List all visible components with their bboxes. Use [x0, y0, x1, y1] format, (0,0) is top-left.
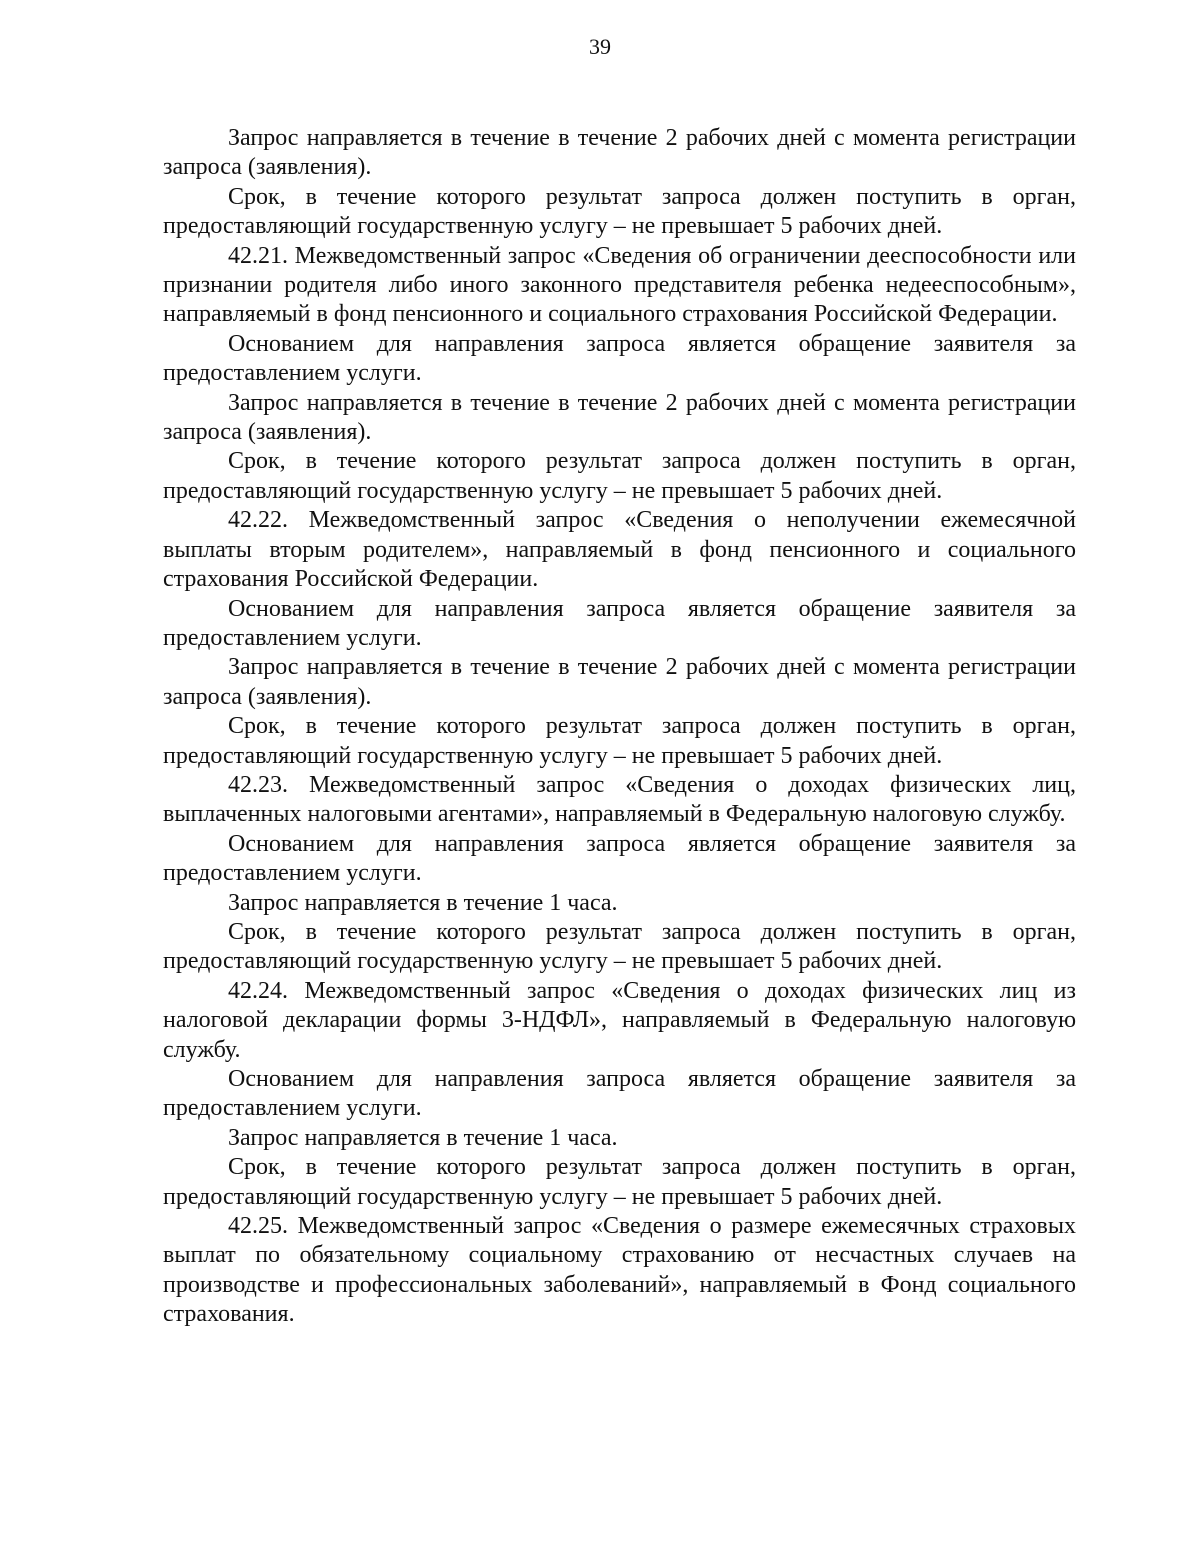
paragraph-item-42-22: 42.22. Межведомственный запрос «Сведения о неполучении ежемесячной выплаты вторым родителем», направляемый в фонд пенсионного и социального страхования Российской Федерации.	[163, 507, 1076, 593]
paragraph-request-basis: Основанием для направления запроса является обращение заявителя за предоставлением услуги.	[163, 1066, 1076, 1122]
paragraph-request-timing: Запрос направляется в течение 1 часа.	[228, 1124, 618, 1151]
paragraph-item-42-21: 42.21. Межведомственный запрос «Сведения об ограничении дееспособности или признании родителя либо иного законного представителя ребенка недееспособным», направляемый в фонд пенсионного и социального страхования Российской Федерации.	[163, 242, 1076, 328]
paragraph-response-deadline: Срок, в течение которого результат запроса должен поступить в орган, предоставляющий государственную услугу – не превышает 5 рабочих дней.	[163, 183, 1076, 240]
paragraph-response-deadline: Срок, в течение которого результат запроса должен поступить в орган, предоставляющий государственную услугу – не превышает 5 рабочих дней.	[163, 713, 1076, 769]
paragraph-request-basis: Основанием для направления запроса является обращение заявителя за предоставлением услуги.	[163, 830, 1076, 887]
paragraph-request-basis: Основанием для направления запроса является обращение заявителя за предоставлением услуги.	[163, 330, 1076, 387]
paragraph-response-deadline: Срок, в течение которого результат запроса должен поступить в орган, предоставляющий государственную услугу – не превышает 5 рабочих дней.	[163, 1154, 1076, 1210]
paragraph-request-timing: Запрос направляется в течение в течение 2 рабочих дней с момента регистрации запроса (заявления).	[163, 125, 1076, 181]
paragraph-item-42-24: 42.24. Межведомственный запрос «Сведения о доходах физических лиц из налоговой декларации формы 3-НДФЛ», направляемый в Федеральную налоговую службу.	[163, 977, 1076, 1063]
paragraph-request-timing: Запрос направляется в течение в течение 2 рабочих дней с момента регистрации запроса (заявления).	[163, 389, 1076, 446]
paragraph-request-timing: Запрос направляется в течение 1 часа.	[228, 889, 618, 916]
page-number: 39	[589, 34, 611, 59]
paragraph-request-basis: Основанием для направления запроса является обращение заявителя за предоставлением услуги.	[163, 595, 1076, 651]
paragraph-item-42-23: 42.23. Межведомственный запрос «Сведения о доходах физических лиц, выплаченных налоговыми агентами», направляемый в Федеральную налоговую службу.	[163, 771, 1076, 828]
paragraph-response-deadline: Срок, в течение которого результат запроса должен поступить в орган, предоставляющий государственную услугу – не превышает 5 рабочих дней.	[163, 918, 1076, 975]
paragraph-item-42-25: 42.25. Межведомственный запрос «Сведения о размере ежемесячных страховых выплат по обязательному социальному страхованию от несчастных случаев на производстве и профессиональных заболеваний», направляемый в Фонд социального страхования.	[163, 1213, 1076, 1328]
paragraph-response-deadline: Срок, в течение которого результат запроса должен поступить в орган, предоставляющий государственную услугу – не превышает 5 рабочих дней.	[163, 448, 1076, 504]
document-body	[163, 124, 1076, 1330]
paragraph-request-timing: Запрос направляется в течение в течение 2 рабочих дней с момента регистрации запроса (заявления).	[163, 654, 1076, 710]
